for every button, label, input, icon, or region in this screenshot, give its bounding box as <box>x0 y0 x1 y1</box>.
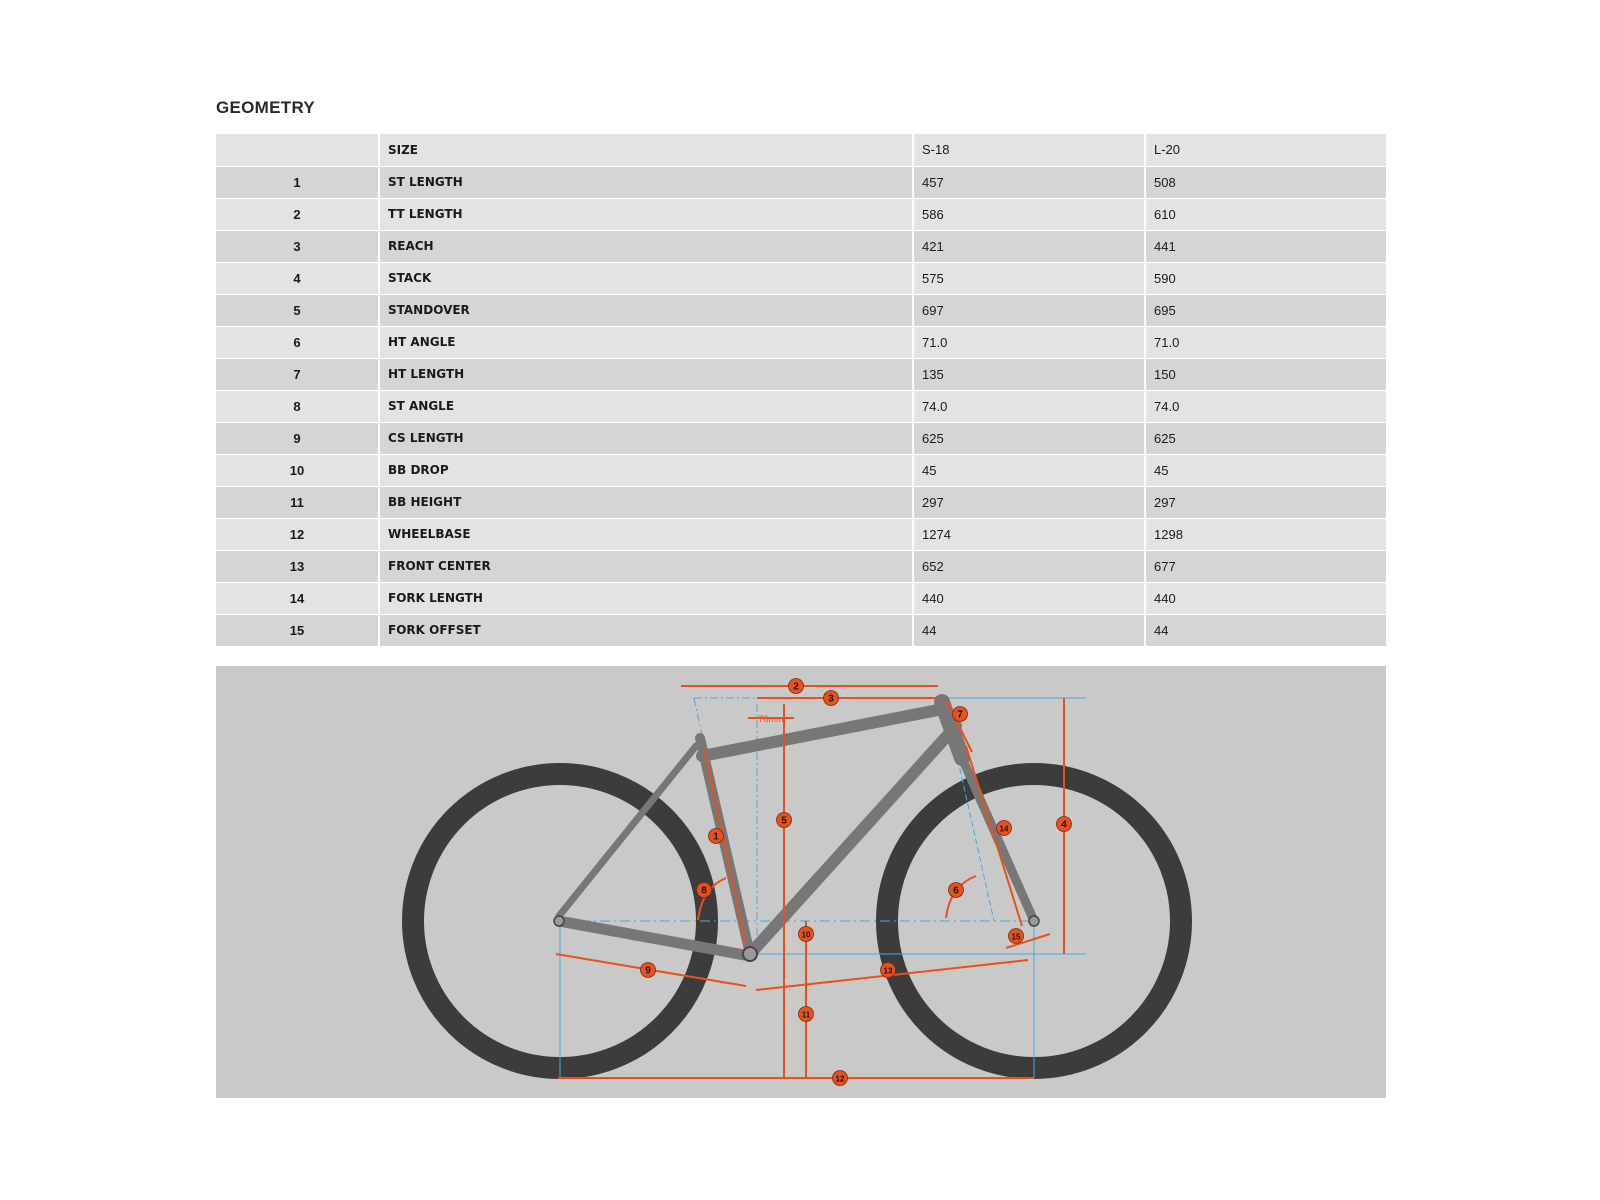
row-number: 5 <box>216 294 379 326</box>
row-label: FORK OFFSET <box>379 614 913 646</box>
row-value-s18: 440 <box>913 582 1145 614</box>
table-row <box>216 166 1386 198</box>
row-label: BB HEIGHT <box>379 486 913 518</box>
dimension-marker-5 <box>777 813 792 828</box>
dimension-marker-label: 14 <box>999 824 1009 834</box>
row-label: ST ANGLE <box>379 390 913 422</box>
row-label: BB DROP <box>379 454 913 486</box>
table-row <box>216 230 1386 262</box>
front-dropout <box>1029 916 1039 926</box>
table-row <box>216 550 1386 582</box>
row-label: HT LENGTH <box>379 358 913 390</box>
row-label: ST LENGTH <box>379 166 913 198</box>
row-label: STANDOVER <box>379 294 913 326</box>
row-value-l20: 677 <box>1145 550 1386 582</box>
row-number: 3 <box>216 230 379 262</box>
dimension-marker-label: 12 <box>835 1074 845 1084</box>
dimension-marker-label: 15 <box>1011 932 1021 942</box>
row-value-l20: 508 <box>1145 166 1386 198</box>
row-label: FORK LENGTH <box>379 582 913 614</box>
row-number: 7 <box>216 358 379 390</box>
row-number: 14 <box>216 582 379 614</box>
dimension-marker-label: 8 <box>701 885 707 897</box>
row-number: 13 <box>216 550 379 582</box>
geometry-table <box>216 134 1386 647</box>
header-size-label: SIZE <box>379 134 913 166</box>
dimension-marker-6 <box>949 883 964 898</box>
table-header-row <box>216 134 1386 166</box>
table-row <box>216 358 1386 390</box>
row-value-s18: 45 <box>913 454 1145 486</box>
row-value-l20: 45 <box>1145 454 1386 486</box>
dimension-marker-4 <box>1057 817 1072 832</box>
dimension-marker-label: 2 <box>793 681 799 693</box>
dimension-marker-2 <box>789 679 804 694</box>
table-row <box>216 262 1386 294</box>
header-size-s18: S-18 <box>913 134 1145 166</box>
row-value-s18: 575 <box>913 262 1145 294</box>
dimension-marker-label: 10 <box>801 930 811 940</box>
table-row <box>216 294 1386 326</box>
row-value-s18: 74.0 <box>913 390 1145 422</box>
bike-diagram-svg <box>216 666 1386 1098</box>
row-number: 11 <box>216 486 379 518</box>
row-value-l20: 71.0 <box>1145 326 1386 358</box>
dimension-marker-label: 1 <box>713 831 719 843</box>
dimension-marker-label: 4 <box>1061 819 1067 831</box>
row-number: 1 <box>216 166 379 198</box>
row-value-l20: 44 <box>1145 614 1386 646</box>
dimension-marker-10 <box>799 927 814 942</box>
row-number: 2 <box>216 198 379 230</box>
row-label: REACH <box>379 230 913 262</box>
dimension-marker-11 <box>799 1007 814 1022</box>
row-value-l20: 297 <box>1145 486 1386 518</box>
row-number: 15 <box>216 614 379 646</box>
row-number: 8 <box>216 390 379 422</box>
dimension-marker-1 <box>709 829 724 844</box>
dimension-marker-label: 5 <box>781 815 787 827</box>
row-value-s18: 586 <box>913 198 1145 230</box>
dimension-marker-7 <box>953 707 968 722</box>
rear-dropout <box>554 916 564 926</box>
header-size-l20: L-20 <box>1145 134 1386 166</box>
dimension-marker-15 <box>1009 929 1024 944</box>
guide-lines <box>560 698 1086 1078</box>
row-value-l20: 610 <box>1145 198 1386 230</box>
row-number: 10 <box>216 454 379 486</box>
row-value-s18: 625 <box>913 422 1145 454</box>
row-value-l20: 1298 <box>1145 518 1386 550</box>
row-value-l20: 74.0 <box>1145 390 1386 422</box>
row-label: WHEELBASE <box>379 518 913 550</box>
table-row <box>216 198 1386 230</box>
table-row <box>216 422 1386 454</box>
row-value-s18: 421 <box>913 230 1145 262</box>
dimension-note-70mm: 70mm <box>758 714 784 724</box>
dimension-marker-12 <box>833 1071 848 1086</box>
row-number: 12 <box>216 518 379 550</box>
row-value-s18: 135 <box>913 358 1145 390</box>
dimension-marker-8 <box>697 883 712 898</box>
table-row <box>216 486 1386 518</box>
table-row <box>216 518 1386 550</box>
row-label: FRONT CENTER <box>379 550 913 582</box>
row-label: CS LENGTH <box>379 422 913 454</box>
table-row <box>216 326 1386 358</box>
dimension-marker-label: 7 <box>957 709 963 721</box>
row-value-l20: 150 <box>1145 358 1386 390</box>
row-number: 9 <box>216 422 379 454</box>
bike-geometry-diagram <box>216 666 1386 1098</box>
dimension-marker-14 <box>997 821 1012 836</box>
dimension-marker-label: 6 <box>953 885 959 897</box>
header-num-cell <box>216 134 379 166</box>
dimension-marker-label: 13 <box>883 966 893 976</box>
table-row <box>216 390 1386 422</box>
dimension-marker-3 <box>824 691 839 706</box>
table-row <box>216 454 1386 486</box>
row-label: STACK <box>379 262 913 294</box>
dimension-marker-9 <box>641 963 656 978</box>
dimension-marker-label: 9 <box>645 965 651 977</box>
dimension-marker-label: 11 <box>801 1010 811 1020</box>
table-row <box>216 614 1386 646</box>
row-label: HT ANGLE <box>379 326 913 358</box>
row-value-s18: 297 <box>913 486 1145 518</box>
page-title: GEOMETRY <box>216 98 316 117</box>
bike-frame <box>559 702 1034 956</box>
row-value-l20: 441 <box>1145 230 1386 262</box>
row-value-s18: 697 <box>913 294 1145 326</box>
row-value-s18: 44 <box>913 614 1145 646</box>
row-value-l20: 440 <box>1145 582 1386 614</box>
row-value-s18: 71.0 <box>913 326 1145 358</box>
row-value-s18: 1274 <box>913 518 1145 550</box>
row-value-s18: 652 <box>913 550 1145 582</box>
row-value-s18: 457 <box>913 166 1145 198</box>
dimension-marker-label: 3 <box>828 693 834 705</box>
row-number: 4 <box>216 262 379 294</box>
row-label: TT LENGTH <box>379 198 913 230</box>
row-number: 6 <box>216 326 379 358</box>
row-value-l20: 695 <box>1145 294 1386 326</box>
row-value-l20: 625 <box>1145 422 1386 454</box>
table-row <box>216 582 1386 614</box>
dimension-marker-13 <box>881 963 896 978</box>
row-value-l20: 590 <box>1145 262 1386 294</box>
bottom-bracket <box>743 947 757 961</box>
